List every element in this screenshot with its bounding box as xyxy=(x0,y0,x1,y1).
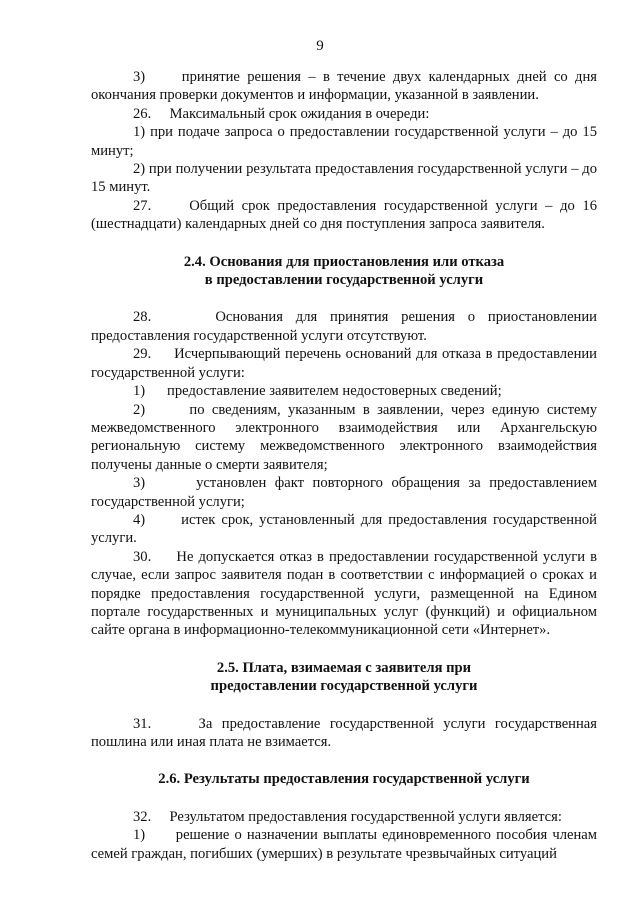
paragraph: 29. Исчерпывающий перечень оснований для отказа в предоставлении государственной услуги: xyxy=(91,346,597,381)
paragraph: 27. Общий срок предоставления государственной услуги – до 16 (шестнадцати) календарных дней со дня поступления запроса заявителя. xyxy=(91,197,597,233)
list-item: 4) истек срок, установленный для предоставления государственной услуги. xyxy=(91,511,597,547)
list-item: 1) предоставление заявителем недостоверных сведений; xyxy=(133,383,502,400)
section-heading-2-6 xyxy=(91,770,597,788)
paragraph: 28. Основания для принятия решения о приостановлении предоставления государственной услуги отсутствуют. xyxy=(91,309,597,344)
paragraph: 30. Не допускается отказ в предоставлении государственной услуги в случае, если запрос заявителя подан в соответствии с информацией о сроках и порядке предоставления государственной услуги, размещенной на Едином портале государственных и муниципальных услуг (функций) и официальном сайте органа в информационно-телекоммуникационной сети «Интернет». xyxy=(91,548,597,639)
paragraph: 32. Результатом предоставления государственной услуги является: xyxy=(133,808,562,825)
heading-line: 2.4. Основания для приостановления или отказа xyxy=(183,253,505,270)
list-item: 3) установлен факт повторного обращения за предоставлением государственной услуги; xyxy=(91,475,597,510)
section-heading-2-5 xyxy=(91,659,597,696)
document-body xyxy=(91,68,597,863)
paragraph: 2) при получении результата предоставления государственной услуги – до 15 минут. xyxy=(91,161,597,196)
heading-line: предоставлении государственной услуги xyxy=(210,678,478,695)
paragraph: 26. Максимальный срок ожидания в очереди: xyxy=(133,105,430,122)
paragraph: 31. За предоставление государственной услуги государственная пошлина или иная плата не взимается. xyxy=(91,715,597,750)
heading-line: 2.5. Плата, взимаемая с заявителя при xyxy=(216,659,472,676)
heading-line: в предоставлении государственной услуги xyxy=(204,272,484,289)
list-item: 1) решение о назначении выплаты единовременного пособия членам семей граждан, погибших (умерших) в результате чрезвычайных ситуаций xyxy=(91,827,597,862)
paragraph: 1) при подаче запроса о предоставлении государственной услуги – до 15 минут; xyxy=(91,124,597,159)
list-item: 2) по сведениям, указанным в заявлении, через единую систему межведомственного электронного взаимодействия или Архангельскую региональную систему межведомственного электронного взаимодействия получены данные о смерти заявителя; xyxy=(91,401,597,473)
heading-line: 2.6. Результаты предоставления государственной услуги xyxy=(158,771,530,788)
page-number: 9 xyxy=(316,38,324,54)
paragraph: 3) принятие решения – в течение двух календарных дней со дня окончания проверки документов и информации, указанной в заявлении. xyxy=(91,69,597,104)
section-heading-2-4 xyxy=(91,253,597,290)
